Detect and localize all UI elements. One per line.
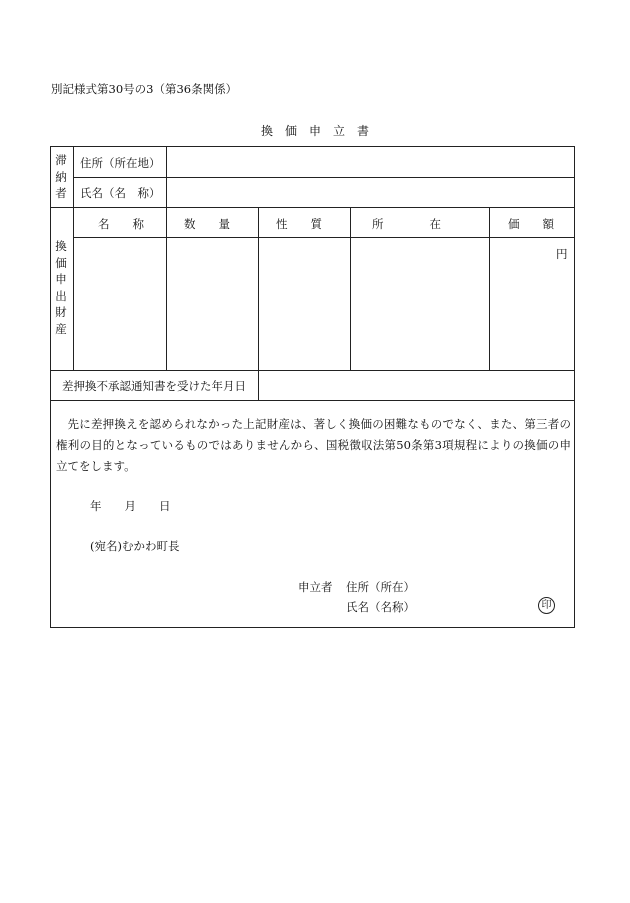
date-line[interactable]: 年 月 日 (90, 499, 171, 513)
currency-unit: 円 (556, 247, 568, 261)
applicant-label: 申立者 (298, 580, 333, 594)
notice-date-label: 差押換不承認通知書を受けた年月日 (62, 379, 246, 393)
col-divider-4 (489, 207, 490, 370)
col-divider-3 (350, 207, 351, 370)
applicant-name-label: 氏名（名称） (346, 600, 415, 614)
applicant-address-label: 住所（所在） (346, 580, 415, 594)
row-divider-payer (73, 177, 575, 178)
column-header-nature: 性 質 (276, 217, 322, 231)
payer-section-label: 滞納者 (55, 153, 67, 200)
payer-name-label: 氏名（名 称） (80, 186, 161, 200)
column-header-quantity: 数 量 (184, 217, 230, 231)
addressee: (宛名)むかわ町長 (90, 539, 180, 553)
col-divider-left (73, 146, 74, 370)
column-header-location: 所 在 (372, 217, 441, 231)
row-divider-notice (50, 400, 575, 401)
col-divider-2 (258, 207, 259, 370)
property-section-label: 換価申出財産 (55, 239, 67, 336)
document-title: 換 価 申 立 書 (260, 124, 369, 138)
row-divider-header (73, 237, 575, 238)
row-divider-section (50, 207, 575, 208)
column-header-value: 価 額 (508, 217, 554, 231)
seal-mark: 印 (538, 597, 555, 614)
statement-paragraph: 先に差押換えを認められなかった上記財産は、著しく換価の困難なものでなく、また、第三者の権利の目的となっているものではありませんから、国税徴収法第50条第3項規程によりの換価の申立てをします。 (56, 417, 571, 473)
form-number-label: 別記様式第30号の3（第36条関係） (51, 82, 238, 96)
col-divider-1 (166, 207, 167, 370)
row-divider-property (50, 370, 575, 371)
column-header-name: 名 称 (98, 217, 144, 231)
col-divider-payer (166, 146, 167, 207)
payer-address-label: 住所（所在地） (80, 156, 161, 170)
col-divider-notice (258, 370, 259, 400)
